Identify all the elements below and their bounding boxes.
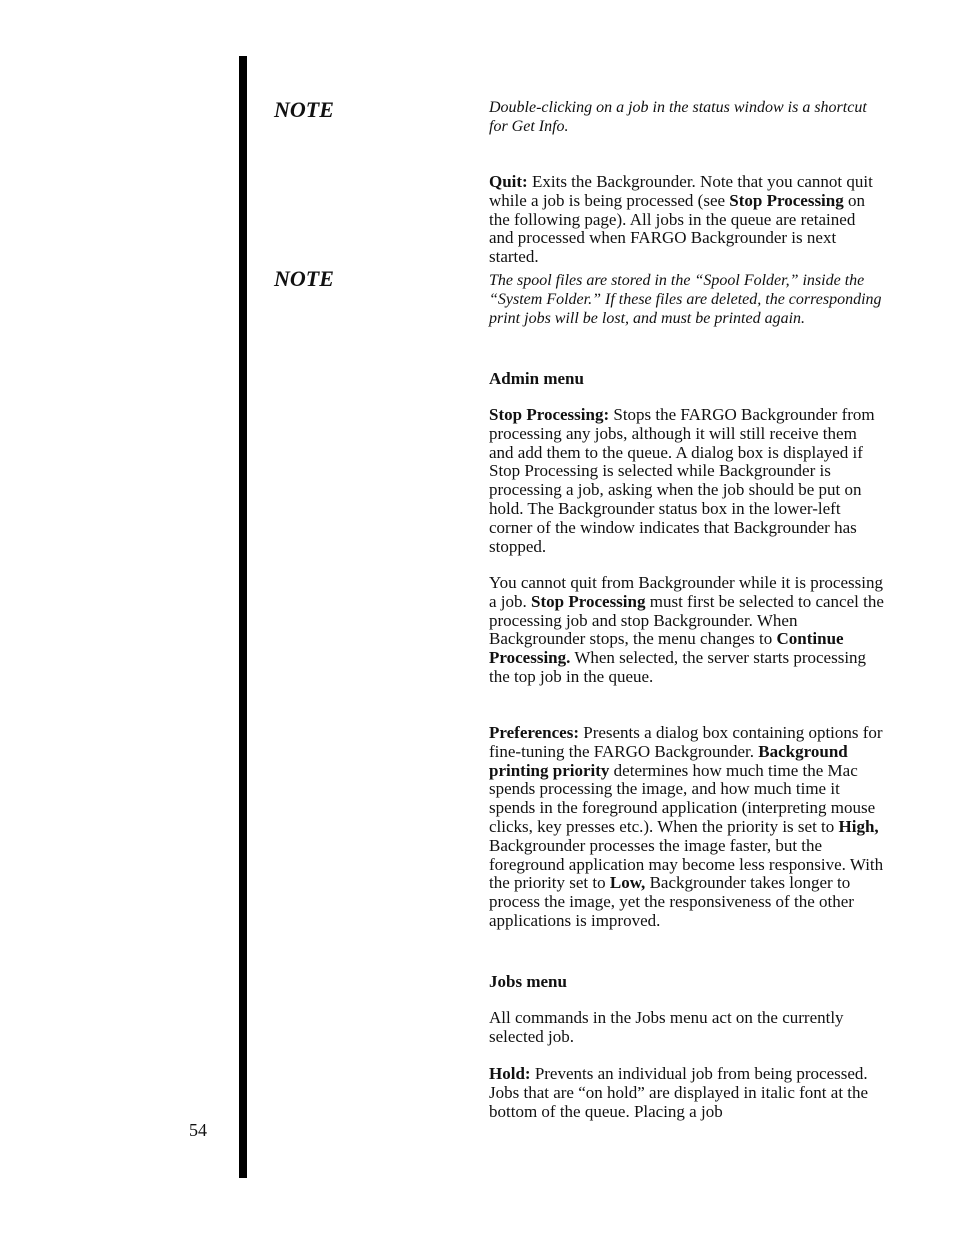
admin-menu-heading: Admin menu [489, 369, 584, 388]
stop-text: Stops the FARGO Backgrounder from processing any jobs, although it will still receive them and add them to the queue. A dialog box is displayed if Stop Processing is selected while Backgrounder is processing a job, asking when the job should be put on hold. The Backgrounder status box in the lower-left corner of the window indicates that Backgrounder has stopped. [489, 405, 875, 556]
p2-bold-2: Continue Processing. [489, 629, 844, 668]
jobs-intro-paragraph: All commands in the Jobs menu act on the currently selected job. [489, 1008, 844, 1046]
preferences-paragraph [489, 724, 884, 931]
note-label-2: NOTE [274, 266, 334, 291]
pref-bold-2: High, [838, 816, 879, 836]
pref-text-3: Backgrounder processes the image faster, but the foreground application may become less responsive. With the priority set to [489, 835, 884, 893]
p2-text-2: must first be selected to cancel the processing job and stop Backgrounder. When Backgrounder stops, the menu changes to [489, 591, 884, 649]
p2-text-3: When selected, the server starts processing the top job in the queue. [489, 648, 867, 686]
pref-bold-1: Background printing priority [489, 741, 848, 780]
quit-stop-ref: Stop Processing [729, 190, 844, 210]
note-label-1: NOTE [274, 97, 334, 122]
quit-label: Quit: [489, 172, 528, 191]
p2-text-1: You cannot quit from Backgrounder while it is processing a job. [489, 573, 883, 611]
left-margin-bar [239, 56, 247, 1178]
quit-paragraph [489, 173, 884, 267]
pref-text-2: determines how much time the Mac spends processing the image, and how much time it spends in the foreground application (interpreting mouse clicks, key presses etc.). When the priority is set to [489, 760, 876, 836]
p2-bold-1: Stop Processing [531, 591, 646, 611]
quit-text: Exits the Backgrounder. Note that you cannot quit while a job is being processed (see [489, 172, 873, 210]
quit-processing-paragraph [489, 574, 884, 687]
stop-processing-paragraph [489, 406, 884, 556]
hold-label: Hold: [489, 1064, 531, 1083]
pref-label: Preferences: [489, 723, 579, 742]
pref-text-1: Presents a dialog box containing options for fine-tuning the FARGO Backgrounder. [489, 723, 883, 761]
note-text-2: The spool files are stored in the “Spool Folder,” inside the “System Folder.” If these files are deleted, the corresponding print jobs will be lost, and must be printed again. [489, 272, 882, 327]
note-text-1: Double-clicking on a job in the status window is a shortcut for Get Info. [489, 99, 867, 135]
jobs-menu-heading: Jobs menu [489, 972, 567, 991]
page-number: 54 [189, 1120, 207, 1140]
hold-text: Prevents an individual job from being processed. Jobs that are “on hold” are displayed in italic font at the bottom of the queue. Placing a job [489, 1064, 869, 1121]
hold-paragraph [489, 1065, 884, 1121]
pref-bold-3: Low, [609, 873, 646, 893]
pref-text-4: Backgrounder takes longer to process the image, yet the responsiveness of the other applications is improved. [489, 873, 854, 930]
quit-text-2: on the following page). All jobs in the queue are retained and processed when FARGO Backgrounder is next started. [489, 190, 865, 267]
stop-label: Stop Processing: [489, 405, 610, 424]
